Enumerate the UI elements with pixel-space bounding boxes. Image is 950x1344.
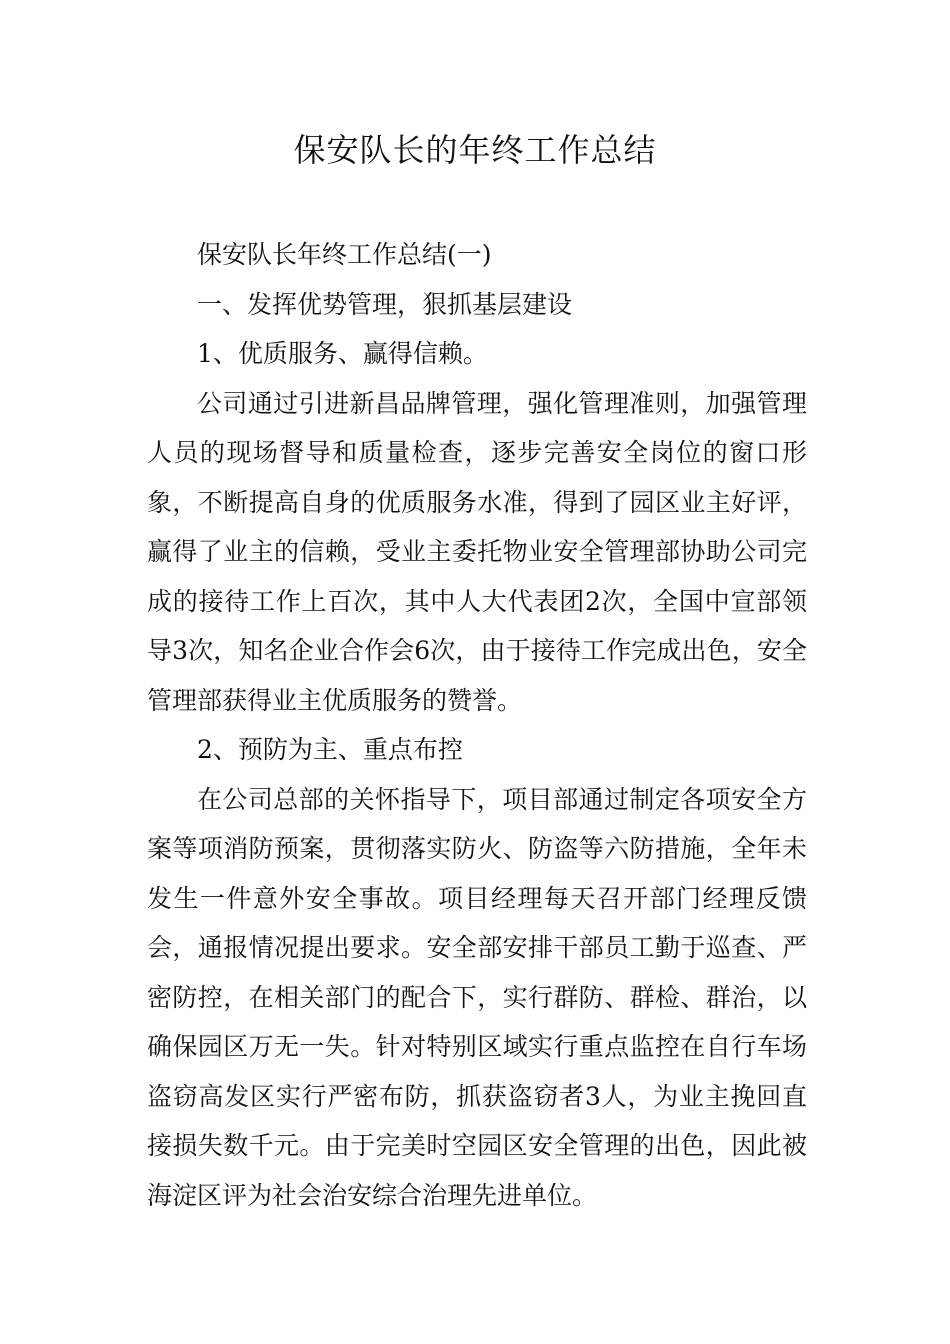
subsection-heading-1: 1、优质服务、赢得信赖。 (197, 339, 488, 368)
section-heading: 一、发挥优势管理，狠抓基层建设 (197, 289, 573, 319)
paragraph-2: 在公司总部的关怀指导下，项目部通过制定各项安全方案等项消防预案，贯彻落实防火、防盗等六防措施，全年未发生一件意外安全事故。项目经理每天召开部门经理反馈会，通报情况提出要求。安全部安排干部员工勤于巡查、严密防控，在相关部门的配合下，实行群防、群检、群治，以确保园区万无一失。针对特别区域实行重点监控在自行车场盗窃高发区实行严密布防，抓获盗窃者3人，为业主挽回直接损失数千元。由于完美时空园区安全管理的出色，因此被海淀区评为社会治安综合治理先进单位。 (147, 784, 807, 1210)
subsection-heading-2: 2、预防为主、重点布控 (197, 735, 463, 764)
paragraph-1: 公司通过引进新昌品牌管理，强化管理准则，加强管理人员的现场督导和质量检查，逐步完善安全岗位的窗口形象，不断提高自身的优质服务水准，得到了园区业主好评，赢得了业主的信赖，受业主委托物业安全管理部协助公司完成的接待工作上百次，其中人大代表团2次，全国中宣部领导3次，知名企业合作会6次，由于接待工作完成出色，安全管理部获得业主优质服务的赞誉。 (147, 388, 807, 715)
document-title: 保安队长的年终工作总结 (293, 131, 657, 169)
section-subtitle: 保安队长年终工作总结(一) (197, 240, 492, 269)
document-body (147, 230, 807, 1220)
